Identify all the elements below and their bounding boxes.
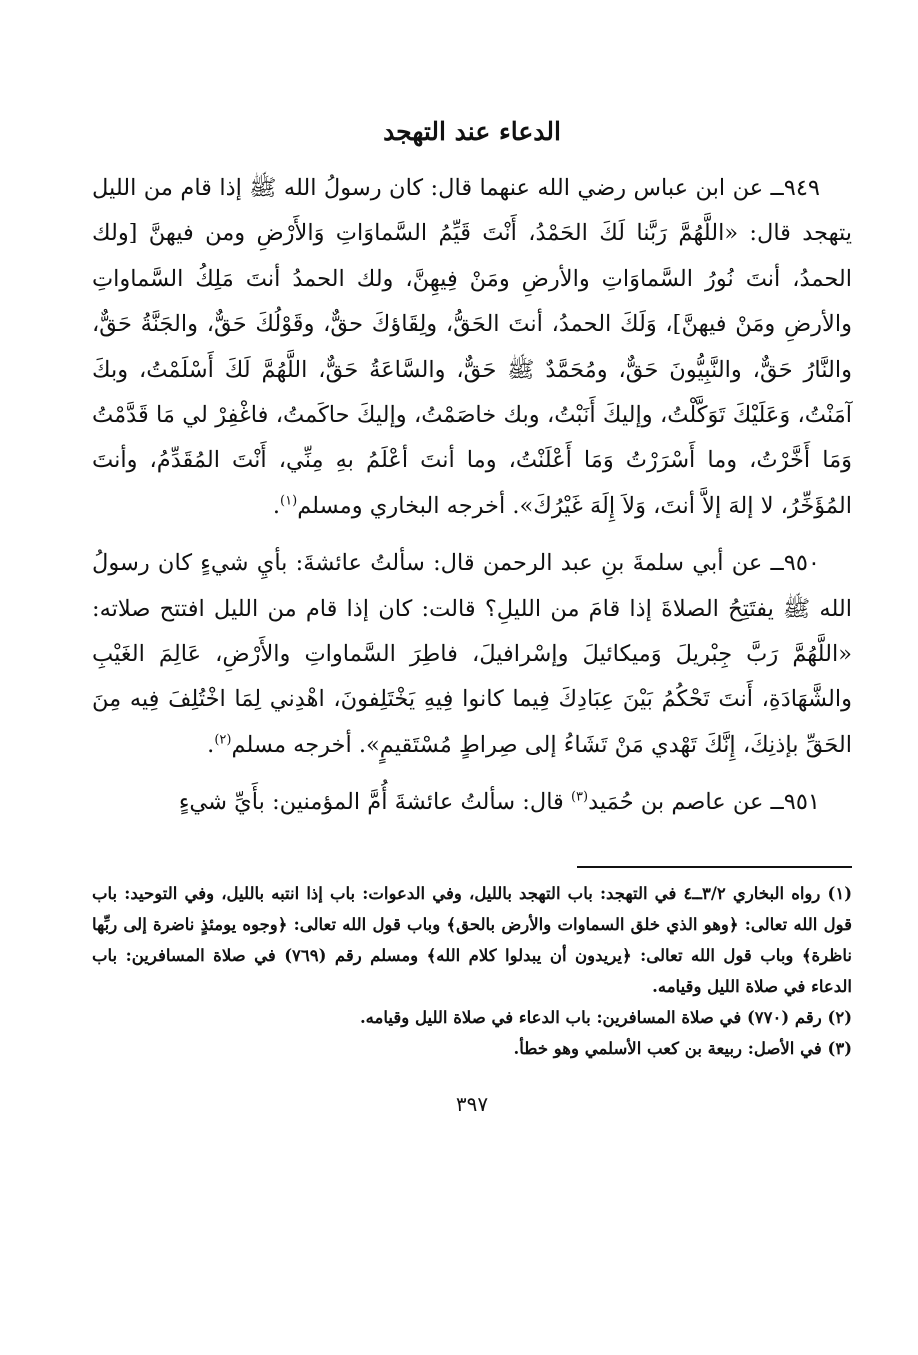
hadith-text-continued: قال: سألتُ عائشةَ أُمَّ المؤمنين: بأَيِّ شيءٍ: [178, 789, 564, 816]
hadith-951: [92, 780, 852, 825]
footnote-ref-1[interactable]: (١): [280, 493, 298, 509]
footnote-marker: (٢): [827, 1007, 852, 1027]
page-number: ٣٩٧: [455, 1091, 489, 1116]
hadith-number: ٩٤٩ــ: [770, 175, 820, 201]
hadith-949: [92, 166, 852, 529]
footnote-1: [92, 878, 852, 1002]
footnote-ref-3[interactable]: (٣): [570, 789, 589, 805]
footnote-text: رقم (٧٧٠) في صلاة المسافرين: باب الدعاء في صلاة الليل وقيامه.: [359, 1007, 822, 1027]
footnote-marker: (٣): [827, 1038, 852, 1058]
hadith-text: عن أبي سلمةَ بنِ عبد الرحمن قال: سألتُ عائشةَ: بأيِ شيءٍ كان رسولُ الله ﷺ يفتَتِحُ الصلاةَ إذا قامَ من الليلِ؟ قالت: كان إذا قام من الليل افتتح صلاته: «اللَّهُمَّ رَبَّ جِبْريلَ وَميكائيلَ وإسْرافيلَ، فاطِرَ السَّماواتِ والأَرْضِ، عَالِمَ الغَيْبِ والشَّهَادَةِ، أَنتَ تَحْكُمُ بَيْنَ عِبَادِكَ فِيما كانوا فِيهِ يَخْتَلِفونَ، اهْدِني لِمَا اخْتُلِفَ فِيه مِنَ الحَقِّ بإذنِكَ، إِنَّكَ تَهْدي مَنْ تَشَاءُ إلى صِراطٍ مُسْتَقيمٍ». أخرجه مسلم: [92, 550, 852, 758]
footnotes: [92, 878, 852, 1064]
footnote-ref-2[interactable]: (٢): [214, 732, 232, 748]
page-title: الدعاء عند التهجد: [383, 117, 561, 146]
footnote-text: في الأصل: ربيعة بن كعب الأسلمي وهو خطأ.: [513, 1038, 822, 1058]
footnote-3: [92, 1033, 852, 1064]
footnote-2: [92, 1002, 852, 1033]
hadith-ending: .: [207, 731, 215, 758]
hadith-ending: .: [272, 492, 281, 519]
footnote-text: رواه البخاري ٣/٢ــ٤ في التهجد: باب التهجد بالليل، وفي الدعوات: باب إذا انتبه بالليل، وفي التوحيد: باب قول الله تعالى: ﴿وهو الذي خلق السماوات والأرض بالحق﴾ وباب قول الله تعالى: ﴿وجوه يومئذٍ ناضرة إلى ربِّها ناظرة﴾ وباب قول الله تعالى: ﴿يريدون أن يبدلوا كلام الله﴾ ومسلم رقم (٧٦٩) في صلاة المسافرين: باب الدعاء في صلاة الليل وقيامه.: [92, 883, 852, 996]
footnote-marker: (١): [827, 883, 852, 903]
hadith-text: عن ابن عباس رضي الله عنهما قال: كان رسولُ الله ﷺ إذا قام من الليل يتهجد قال: «اللَّهُمَّ رَبَّنا لَكَ الحَمْدُ، أَنْتَ قَيِّمُ السَّماوَاتِ وَالأَرْضِ ومن فيهنَّ [ولك الحمدُ، أنتَ نُورُ السَّماوَاتِ والأرضِ ومَنْ فِيهِنَّ، ولك الحمدُ أنتَ مَلِكُ السَّماواتِ والأرضِ ومَنْ فيهنَّ]، وَلَكَ الحمدُ، أنتَ الحَقُّ، ولِقَاؤكَ حقٌّ، وقَوْلُكَ حَقٌّ، والجَنَّةُ حَقٌّ، والنَّارُ حَقٌّ، والنَّبِيُّونَ حَقٌّ، ومُحَمَّدٌ ﷺ حَقٌّ، والسَّاعَةُ حَقٌّ، اللَّهُمَّ لَكَ أَسْلَمْتُ، وبكَ آمَنْتُ، وَعَلَيْكَ تَوَكَّلْتُ، وإليكَ أَنَبْتُ، وبك خاصَمْتُ، وإليكَ حاكَمتُ، فاغْفِرْ لي مَا قَدَّمْتُ وَمَا أَخَّرْتُ، وما أَسْرَرْتُ وَمَا أَعْلَنْتُ، وما أنتَ أعْلَمُ بهِ مِنِّي، أَنْتَ المُقَدِّمُ، وأنتَ المُؤَخِّرُ، لا إلهَ إلاَّ أنتَ، وَلاَ إِلَهَ غَيْرُكَ». أخرجه البخاري ومسلم: [92, 175, 852, 519]
hadith-number: ٩٥١ــ: [770, 789, 820, 816]
hadith-text: عن عاصم بن حُمَيد: [588, 789, 764, 816]
hadith-number: ٩٥٠ــ: [770, 550, 820, 577]
footnote-divider: [577, 866, 852, 868]
book-page: [92, 112, 852, 1355]
hadith-950: [92, 541, 852, 768]
